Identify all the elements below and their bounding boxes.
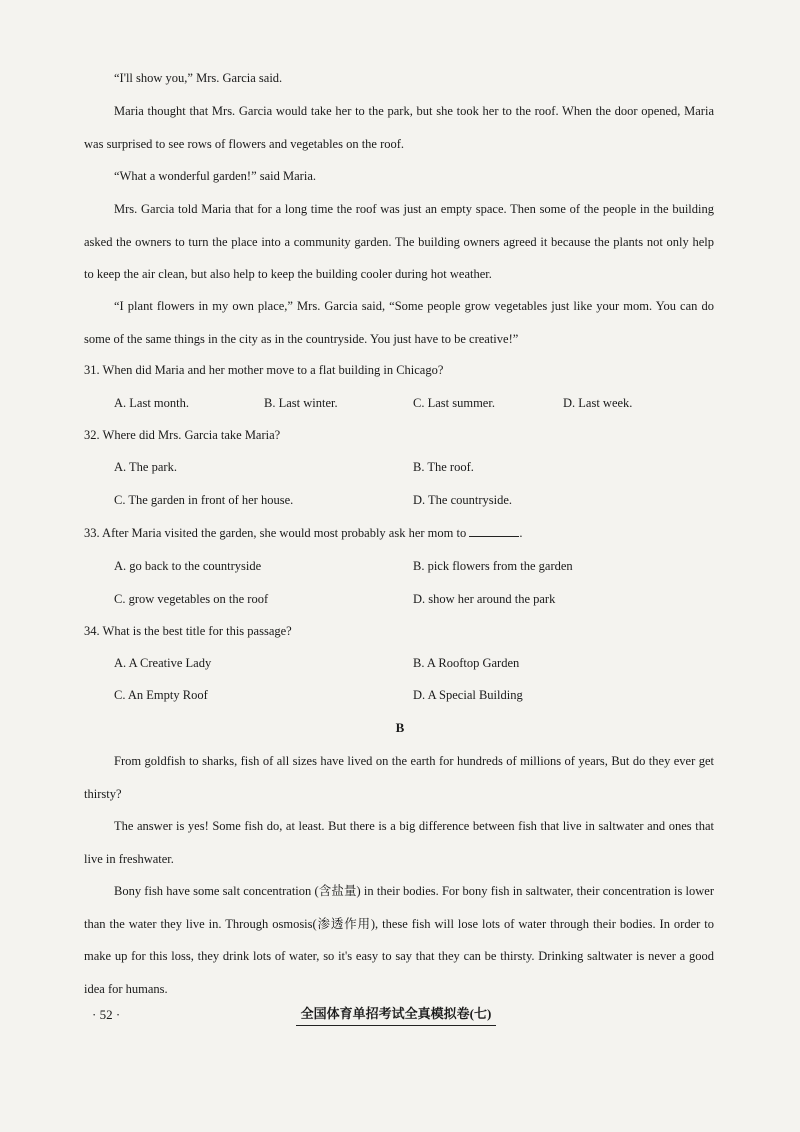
question-34-option-a: A. A Creative Lady xyxy=(114,656,212,670)
question-31-option-a: A. Last month. xyxy=(114,396,189,410)
passage-b-paragraph-2: The answer is yes! Some fish do, at least. But there is a big difference between fish that live in saltwater and ones that live in freshwater. xyxy=(84,819,714,866)
question-32-option-a: A. The park. xyxy=(114,460,177,474)
question-34-option-c: C. An Empty Roof xyxy=(114,688,208,702)
question-32-option-c: C. The garden in front of her house. xyxy=(114,493,294,507)
exam-title: 全国体育单招考试全真模拟卷(七) xyxy=(296,1004,496,1026)
question-33-stem: 33. After Maria visited the garden, she would most probably ask her mom to xyxy=(84,526,467,540)
question-33-option-a: A. go back to the countryside xyxy=(114,559,262,573)
question-32-option-b: B. The roof. xyxy=(413,460,474,474)
passage-a-paragraph-1: “I'll show you,” Mrs. Garcia said. xyxy=(114,71,283,85)
question-34-option-d: D. A Special Building xyxy=(413,688,523,702)
passage-b-paragraph-1: From goldfish to sharks, fish of all sizes have lived on the earth for hundreds of millions of years, But do they ever get thirsty? xyxy=(84,754,714,801)
passage-a-paragraph-4: Mrs. Garcia told Maria that for a long time the roof was just an empty space. Then some of the people in the building asked the owners to turn the place into a community garden. The building owners agreed it because the plants not only help to keep the air clean, but also help to keep the building cooler during hot weather. xyxy=(84,202,714,281)
question-33-stem-line xyxy=(84,523,714,543)
passage-a-paragraph-5: “I plant flowers in my own place,” Mrs. Garcia said, “Some people grow vegetables just like your mom. You can do some of the same things in the city as in the countryside. You just have to be creative!” xyxy=(84,299,714,346)
question-32-option-d: D. The countryside. xyxy=(413,493,513,507)
question-33-stem-end: . xyxy=(519,526,523,540)
question-34-stem: 34. What is the best title for this passage? xyxy=(84,624,292,638)
passage-a-paragraph-2: Maria thought that Mrs. Garcia would take her to the park, but she took her to the roof. When the door opened, Maria was surprised to see rows of flowers and vegetables on the roof. xyxy=(84,104,714,151)
section-b-title: B xyxy=(395,720,405,735)
question-34-option-b: B. A Rooftop Garden xyxy=(413,656,520,670)
question-31-stem: 31. When did Maria and her mother move to a flat building in Chicago? xyxy=(84,363,444,377)
question-33-option-b: B. pick flowers from the garden xyxy=(413,559,573,573)
question-31-option-b: B. Last winter. xyxy=(264,396,338,410)
question-33-option-d: D. show her around the park xyxy=(413,592,556,606)
question-33-option-c: C. grow vegetables on the roof xyxy=(114,592,269,606)
passage-b-paragraph-3: Bony fish have some salt concentration (含盐量) in their bodies. For bony fish in saltwater, their concentration is lower than the water they live in. Through osmosis(渗透作用), these fish will lose lots of water through their bodies. In order to make up for this loss, they drink lots of water, so it's easy to say that they can be thirsty. Drinking saltwater is never a good idea for humans. xyxy=(84,884,714,996)
question-32-stem: 32. Where did Mrs. Garcia take Maria? xyxy=(84,428,281,442)
answer-blank xyxy=(469,524,519,537)
question-31-option-d: D. Last week. xyxy=(563,396,633,410)
passage-a-paragraph-3: “What a wonderful garden!” said Maria. xyxy=(114,169,316,183)
page-number: · 52 · xyxy=(92,1007,121,1022)
question-31-option-c: C. Last summer. xyxy=(413,396,495,410)
